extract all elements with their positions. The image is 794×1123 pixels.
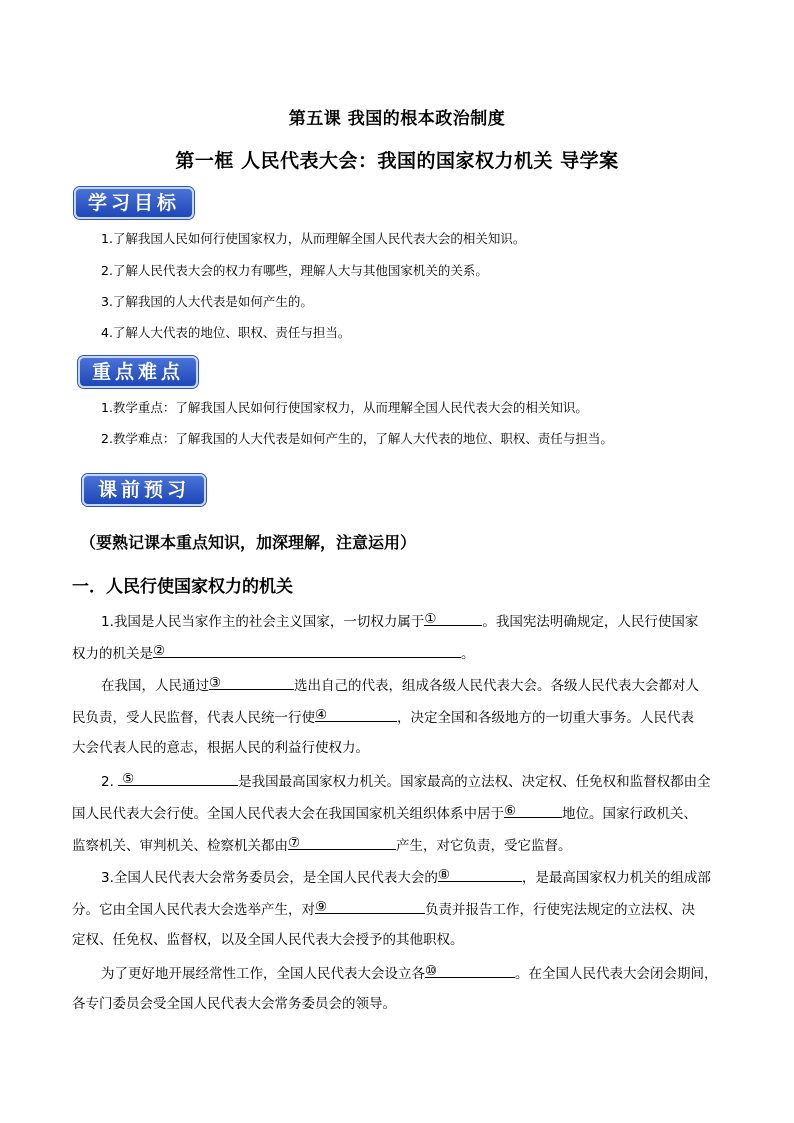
text-line: 1.我国是人民当家作主的社会主义国家，一切权力属于 ① 。我国宪法明确规定，人民行使国家 [101,611,699,630]
goal-item: 3.了解我国的人大代表是如何产生的。 [101,294,313,309]
text-line: 3.全国人民代表大会常务委员会，是全国人民代表大会的 ⑧ ，是最高国家权力机关的组成部 [101,867,711,886]
fill-blank-2[interactable]: ② [153,642,461,658]
fill-blank-3[interactable]: ③ [209,674,294,690]
section-heading: 一．人民行使国家权力的机关 [72,577,293,597]
text-line: 2. ⑤ 是我国最高国家权力机关。国家最高的立法权、决定权、任免权和监督权都由全 [101,771,711,790]
fill-blank-6[interactable]: ⑥ [504,802,562,818]
learning-goals-badge: 学习目标 [74,187,194,219]
text-line: 国人民代表大会行使。全国人民代表大会在我国国家机关组织体系中居于 ⑥ 地位。国家行政机关、 [72,803,697,822]
text-line: 监察机关、审判机关、检察机关都由 ⑦ 产生，对它负责，受它监督。 [72,835,572,854]
text-line: 大会代表人民的意志，根据人民的利益行使权力。 [72,740,369,756]
keypoint-item: 2.教学难点：了解我国的人大代表是如何产生的，了解人大代表的地位、职权、责任与担当。 [101,431,613,446]
lesson-subtitle: 第一框 人民代表大会：我国的国家权力机关 导学案 [175,150,619,172]
goal-item: 2.了解人民代表大会的权力有哪些，理解人大与其他国家机关的关系。 [101,263,488,278]
text-line: 民负责，受人民监督，代表人民统一行使 ④ ，决定全国和各级地方的一切重大事务。人民代表 [72,707,694,726]
text-line: 定权、任免权、监督权，以及全国人民代表大会授予的其他职权。 [72,932,464,948]
keypoint-item: 1.教学重点：了解我国人民如何行使国家权力，从而理解全国人民代表大会的相关知识。 [101,400,588,415]
goal-item: 1.了解我国人民如何行使国家权力，从而理解全国人民代表大会的相关知识。 [101,231,526,246]
goal-item: 4.了解人大代表的地位、职权、责任与担当。 [101,325,351,340]
fill-blank-5[interactable]: ⑤ [118,770,238,786]
fill-blank-8[interactable]: ⑧ [438,866,522,882]
lesson-title: 第五课 我国的根本政治制度 [288,109,506,129]
preview-badge: 课前预习 [82,474,206,506]
study-note: （要熟记课本重点知识，加深理解，注意运用） [80,533,417,552]
text-line: 在我国，人民通过 ③ 选出自己的代表，组成各级人民代表大会。各级人民代表大会都对人 [101,675,699,694]
fill-blank-1[interactable]: ① [424,610,482,626]
fill-blank-4[interactable]: ④ [315,706,397,722]
text-line: 为了更好地开展经常性工作，全国人民代表大会设立各 ⑩ 。在全国人民代表大会闭会期间， [101,963,718,982]
key-points-badge: 重点难点 [78,356,198,388]
text-line: 权力的机关是 ② 。 [72,643,475,662]
fill-blank-10[interactable]: ⑩ [425,962,515,978]
fill-blank-7[interactable]: ⑦ [288,834,396,850]
fill-blank-9[interactable]: ⑨ [315,898,425,914]
text-line: 各专门委员会受全国人民代表大会常务委员会的领导。 [72,996,396,1012]
text-line: 分。它由全国人民代表大会选举产生，对 ⑨ 负责并报告工作，行使宪法规定的立法权、决 [72,899,695,918]
